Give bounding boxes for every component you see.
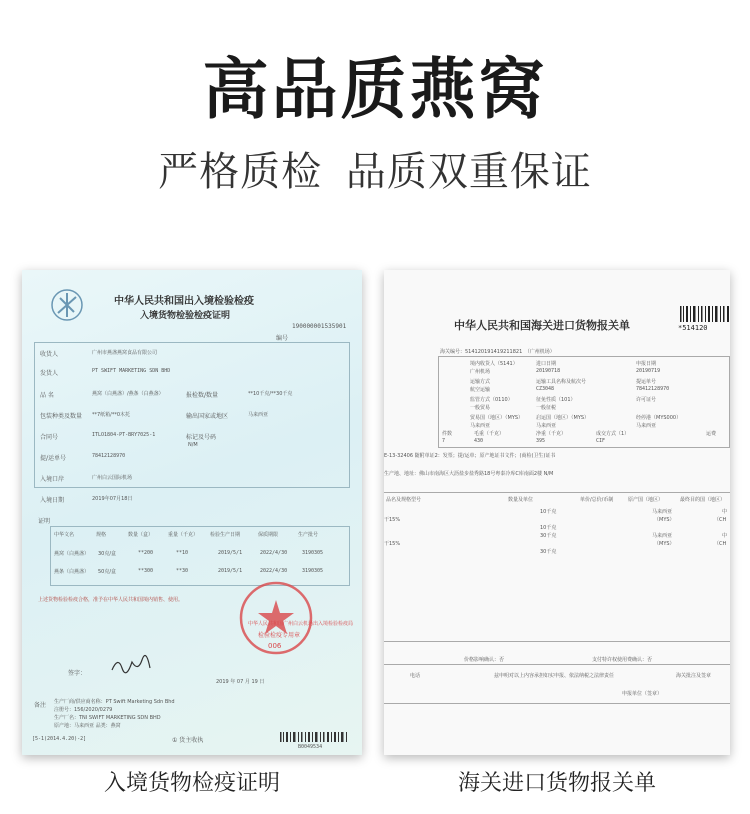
label-packing: 包装种类及数量 <box>40 413 83 420</box>
field-1-0: 广州机场 <box>470 369 491 375</box>
cert-subtitle: 入境货物检验检疫证明 <box>140 311 231 321</box>
field-4-1: 征免性质（101） <box>536 397 576 403</box>
field-8-2: 净重（千克） <box>536 431 567 437</box>
field-2-2: 提运单号 <box>636 379 657 385</box>
cert-serial: 190000001535901 <box>292 323 347 330</box>
field-8-3: 成交方式（1） <box>596 431 630 437</box>
cert-row-0-2: **200 <box>138 550 154 556</box>
label-consignor: 发货人 <box>40 370 59 377</box>
goods-row-2-0: 干15% <box>384 541 401 547</box>
field-3-0: 航空运输 <box>470 387 491 393</box>
goods-row-3-3: （MYS） <box>654 541 675 547</box>
cert-table-label: 证明 <box>38 518 51 525</box>
field-2-1: 运输工具名称及航次号 <box>536 379 587 385</box>
goods-row-1-3: （MYS） <box>654 517 675 523</box>
cert-row-1-3: **30 <box>176 568 189 574</box>
goods-row-3-4: （CH <box>714 541 727 547</box>
cert-note: 上述货物检验检疫合格，准予在中华人民共和国境内销售、使用。 <box>38 597 184 603</box>
caption-inspection-certificate: 入境货物检疫证明 <box>103 771 280 796</box>
field-6-2: 经停港（MYS000） <box>636 415 682 421</box>
caption-customs-declaration: 海关进口货物报关单 <box>457 771 656 796</box>
cert-row-0-4: 2019/5/1 <box>218 550 243 556</box>
field-2-0: 运输方式 <box>470 379 491 385</box>
customs-barcode-text: *514120 <box>678 324 708 332</box>
cert-row-1-6: 3190305 <box>302 568 324 574</box>
label-consignee: 收货人 <box>40 351 59 358</box>
cert-row-1-2: **300 <box>138 568 154 574</box>
field-8-0: 件数 <box>442 431 453 437</box>
remark-line-2: 生产厂名：TNI SWIFT MARKETING SDN BHD <box>54 715 161 721</box>
goods-row-1-1: 10千克 <box>540 525 557 531</box>
field-7-2: 马来西亚 <box>636 423 657 429</box>
label-contract: 合同号 <box>40 434 59 441</box>
field-0-1: 进口日期 <box>536 361 557 367</box>
cert-row-0-3: **10 <box>176 550 189 556</box>
cert-row-1-5: 2022/4/30 <box>260 568 288 574</box>
stamp-text-line-1: 中华人民共和国广州白云机场出入境检验检疫局 <box>248 621 354 627</box>
cert-th-3: 重量（千克） <box>168 532 199 538</box>
cert-th-6: 生产批号 <box>298 532 319 538</box>
customs-note: 海关批注及签章 <box>676 673 712 679</box>
field-8-4: 运费 <box>706 431 717 437</box>
value-consignor: PT SWIFT MARKETING SDN BHD <box>92 368 171 374</box>
price-confirm: 价格影响确认：否 <box>464 657 505 663</box>
value-port: 广州白云国际机场 <box>92 475 133 481</box>
value-consignee: 广州市燕盏燕窝食品有限公司 <box>92 350 158 356</box>
customs-cert-line: E-13-32406 随附单证2：发票；提/运单；原产地证书文件；(商检(卫生)证书 <box>384 453 556 459</box>
goods-row-0-0: 干15% <box>384 517 401 523</box>
remarks-label: 备注 <box>34 702 47 709</box>
field-9-1: 430 <box>474 438 484 444</box>
goods-row-1-4: （CH <box>714 517 727 523</box>
field-7-0: 马来西亚 <box>470 423 491 429</box>
remark-line-0: 生产厂商/供应商名称：PT Swift Marketing Sdn Bhd <box>54 699 175 705</box>
remark-line-1: 注册号：156/2020/0279 <box>54 707 113 713</box>
field-9-3: CIF <box>596 438 606 444</box>
declaration-text: 兹申明对以上内容承担如实申报、依法纳税之法律责任 <box>494 673 615 679</box>
field-0-0: 境内收货人（5141） <box>470 361 518 367</box>
cert-footer-code: [5-1(2014.4.20)-2] <box>32 736 87 742</box>
field-3-2: 78412128970 <box>636 386 670 392</box>
page-subheading: 严格质检 品质双重保证 <box>158 149 592 195</box>
goods-th-0: 品名及规格型号 <box>386 497 422 503</box>
cert-row-1-0: 燕条（白燕盏） <box>54 569 90 575</box>
goods-row-2-4: 中 <box>722 533 728 539</box>
goods-row-2-1: 30千克 <box>540 533 557 539</box>
pay-confirm: 支付特许权使用费确认：否 <box>592 657 653 663</box>
page-heading: 高品质燕窝 <box>202 51 548 128</box>
phone-label: 电话 <box>410 673 421 679</box>
cert-row-0-1: 30克/盒 <box>98 551 117 557</box>
remark-line-3: 原产地：马来西亚 品类：燕窝 <box>54 723 121 729</box>
field-3-1: CZ3048 <box>536 386 555 392</box>
value-contract: ITLO1804-PT-BRY7025-1 <box>92 432 156 438</box>
customs-goods-table <box>384 492 730 642</box>
label-goods-name: 品 名 <box>40 392 54 399</box>
declarant-unit: 申报单位（签章） <box>622 691 663 697</box>
cert-barcode <box>280 732 350 742</box>
value-quantity: **10千克/**30千克 <box>248 391 293 397</box>
label-bill: 提/运单号 <box>40 455 67 462</box>
goods-row-2-3: 马来西亚 <box>652 533 673 539</box>
cert-th-2: 数量（盒） <box>128 532 154 538</box>
goods-row-3-1: 30千克 <box>540 549 557 555</box>
cert-th-5: 保质期限 <box>258 532 279 538</box>
label-quantity: 报检数/数量 <box>186 392 219 399</box>
label-origin-country: 输出国家或地区 <box>186 413 229 420</box>
goods-row-0-1: 10千克 <box>540 509 557 515</box>
cert-th-4: 检验生产日期 <box>210 532 241 538</box>
customs-barcode <box>680 306 730 322</box>
field-4-2: 许可证号 <box>636 397 657 403</box>
goods-th-1: 数量及单位 <box>508 497 534 503</box>
customs-bottom-frame <box>384 664 730 704</box>
inspection-certificate-image <box>22 270 362 755</box>
sign-label: 签字： <box>68 670 87 677</box>
field-4-0: 监管方式（0110） <box>470 397 513 403</box>
goods-th-4: 最终目的国（地区） <box>680 497 726 503</box>
stamp-text-line-2: 检验检疫专用章 <box>258 632 301 639</box>
field-6-1: 启运国（地区）（MYS） <box>536 415 590 421</box>
field-9-0: 7 <box>442 438 446 444</box>
goods-th-3: 原产国（地区） <box>628 497 664 503</box>
field-0-2: 申报日期 <box>636 361 657 367</box>
field-1-2: 20190719 <box>636 368 661 374</box>
cert-title: 中华人民共和国出入境检验检疫 <box>114 296 254 307</box>
field-6-0: 贸易国（地区）（MYS） <box>470 415 524 421</box>
field-5-1: 一般征税 <box>536 405 557 411</box>
field-1-1: 20190718 <box>536 368 561 374</box>
cert-barcode-number: B0049534 <box>298 744 323 750</box>
field-8-1: 毛重（千克） <box>474 431 505 437</box>
value-packing: **7纸箱/**0木托 <box>92 412 131 418</box>
stamp-code: 006 <box>268 642 282 650</box>
cert-row-1-1: 50克/盒 <box>98 569 117 575</box>
goods-th-2: 单价/总价/币制 <box>580 497 614 503</box>
value-goods-name: 燕窝（白燕盏）/燕条（白燕盏） <box>92 391 164 397</box>
cert-row-1-4: 2019/5/1 <box>218 568 243 574</box>
sign-date: 2019 年 07 月 19 日 <box>216 679 265 685</box>
value-bill: 78412128970 <box>92 453 126 459</box>
field-9-2: 395 <box>536 438 546 444</box>
value-mark: N/M <box>188 442 198 448</box>
goods-row-0-3: 马来西亚 <box>652 509 673 515</box>
cert-row-0-0: 燕窝（白燕盏） <box>54 551 90 557</box>
cert-th-0: 中华文名 <box>54 532 75 538</box>
goods-row-0-4: 中 <box>722 509 728 515</box>
label-port: 入境口岸 <box>40 476 65 483</box>
customs-declaration-image <box>384 270 730 755</box>
cert-row-0-5: 2022/4/30 <box>260 550 288 556</box>
value-origin-country: 马来西亚 <box>248 412 269 418</box>
value-date: 2019年07月18日 <box>92 496 133 502</box>
customs-title: 中华人民共和国海关进口货物报关单 <box>454 319 630 332</box>
cert-footer-center: ① 货主收执 <box>172 737 204 744</box>
handwritten-signature <box>110 654 152 676</box>
ciq-emblem-icon <box>50 288 84 322</box>
field-7-1: 马来西亚 <box>536 423 557 429</box>
label-date: 入境日期 <box>40 497 65 504</box>
customs-top-line: 海关编号：514120191419211821 （广州机场） <box>440 349 555 355</box>
label-mark: 标记及号码 <box>186 434 217 441</box>
cert-th-1: 规格 <box>96 532 107 538</box>
field-5-0: 一般贸易 <box>470 405 491 411</box>
cert-no-label: 编号 <box>276 335 289 342</box>
cert-row-0-6: 3190305 <box>302 550 324 556</box>
customs-address-line: 生产地、地址：佛山市南海区大沥盐步盐秀路18号粤泰冷库C库南面2楼 N/M <box>384 471 554 477</box>
